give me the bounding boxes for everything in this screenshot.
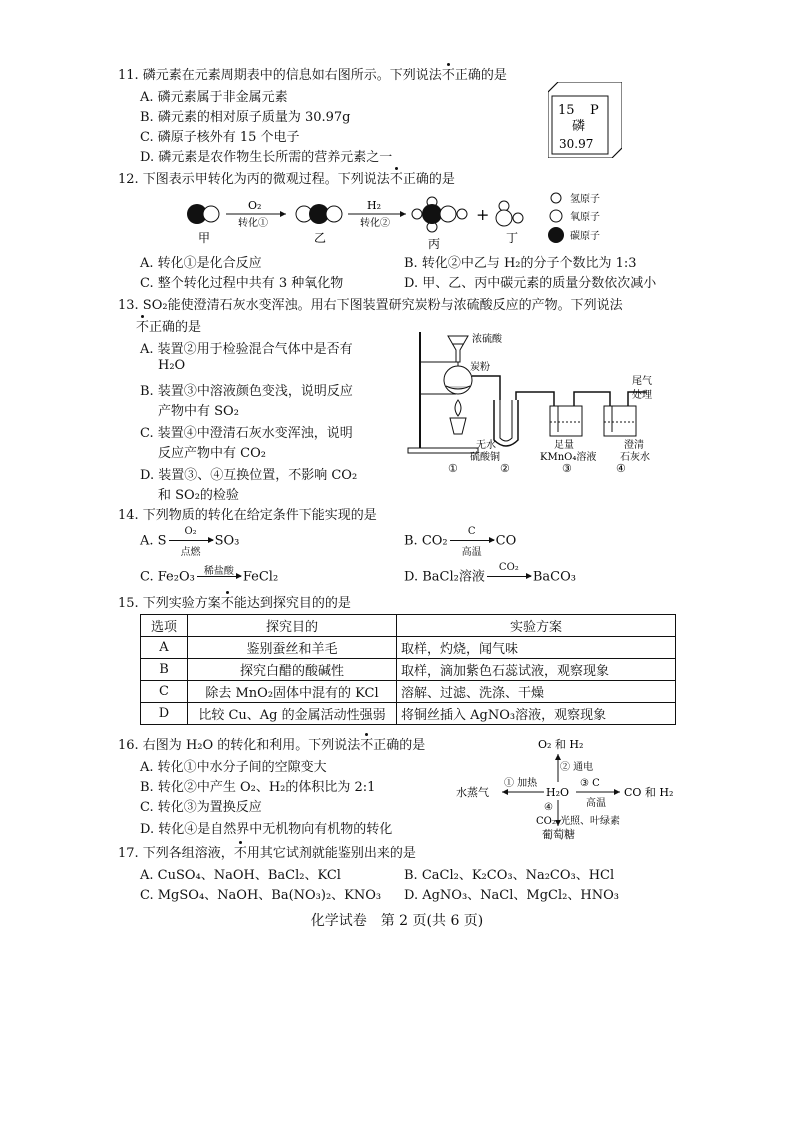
oxygen-atom <box>203 206 219 222</box>
product-o2-h2: O₂ 和 H₂ <box>538 738 584 751</box>
num-1: ① <box>448 462 458 474</box>
q15-stem: 15. 下列实验方案不能达到探究目的的是 <box>118 596 351 611</box>
q14-option-d: D. BaCl₂溶液 CO₂ BaCO₃ <box>404 562 576 585</box>
header-option: 选项 <box>141 615 188 637</box>
element-number: 15 <box>558 103 575 118</box>
label-ding: 丁 <box>506 231 519 245</box>
q12-option-c: C. 整个转化过程中共有 3 种氧化物 <box>140 276 344 291</box>
table-row: D 比较 Cu、Ag 的金属活动性强弱 将铜丝插入 AgNO₃溶液，观察现象 <box>141 703 676 725</box>
q12-option-d: D. 甲、乙、丙中碳元素的质量分数依次减小 <box>404 276 657 291</box>
label-bing: 丙 <box>428 237 441 251</box>
q17-option-d: D. AgNO₃、NaCl、MgCl₂、HNO₃ <box>404 888 619 903</box>
label-yi: 乙 <box>314 231 327 245</box>
q16-option-d: D. 转化④是自然界中无机物向有机物的转化 <box>140 822 393 837</box>
q16-option-a: A. 转化①中水分子间的空隙变大 <box>140 760 327 775</box>
q17-option-a: A. CuSO₄、NaOH、BaCl₂、KCl <box>140 868 341 883</box>
q12-legend <box>548 190 638 246</box>
cond-4-light: 光照、叶绿素 <box>560 816 620 827</box>
cond-2: ② 通电 <box>560 762 594 773</box>
q17-option-b: B. CaCl₂、K₂CO₃、Na₂CO₃、HCl <box>404 868 615 883</box>
num-4: ④ <box>616 462 626 474</box>
product-co-h2: CO 和 H₂ <box>624 786 674 799</box>
q17-option-c: C. MgSO₄、NaOH、Ba(NO₃)₂、KNO₃ <box>140 888 382 903</box>
legend-carbon: 碳原子 <box>570 231 600 242</box>
cond-4: ④ <box>544 802 553 813</box>
num-2: ② <box>500 462 510 474</box>
label-cuso4: 硫酸铜 <box>470 452 500 463</box>
q12-option-b: B. 转化②中乙与 H₂的分子个数比为 1:3 <box>404 256 637 271</box>
hydrogen-atom <box>457 209 467 219</box>
element-mass: 30.97 <box>559 137 594 151</box>
table-header-row <box>141 615 676 637</box>
label-conc-acid: 浓硫酸 <box>472 334 502 345</box>
product-vapor: 水蒸气 <box>456 786 489 799</box>
label-jia: 甲 <box>198 231 211 245</box>
q16-water-diagram <box>454 734 690 842</box>
q11-option-b: B. 磷元素的相对原子质量为 30.97g <box>140 110 351 125</box>
oxygen-atom <box>440 206 456 222</box>
legend-hydrogen: 氢原子 <box>570 194 600 205</box>
q15-table <box>140 614 676 725</box>
num-3: ③ <box>562 462 572 474</box>
q11-option-c: C. 磷原子核外有 15 个电子 <box>140 130 300 145</box>
q17-stem: 17. 下列各组溶液，不用其它试剂就能鉴别出来的是 <box>118 846 416 861</box>
reagent-o2: O₂ <box>248 199 262 212</box>
cond-3: ③ C <box>580 778 600 789</box>
q16-option-c: C. 转化③为置换反应 <box>140 800 262 815</box>
header-purpose: 探究目的 <box>188 615 397 637</box>
step-1-label: 转化① <box>238 218 268 229</box>
label-limewater: 石灰水 <box>620 452 650 463</box>
plus-sign: + <box>476 205 490 224</box>
q12-option-a: A. 转化①是化合反应 <box>140 256 262 271</box>
legend-oxygen: 氧原子 <box>570 212 600 223</box>
q16-option-b: B. 转化②中产生 O₂、H₂的体积比为 2:1 <box>140 780 376 795</box>
q14-option-b: B. CO₂ C 高温 CO <box>404 526 517 558</box>
step-2-label: 转化② <box>360 218 390 229</box>
label-tail-gas-2: 处理 <box>632 390 652 401</box>
label-carbon-powder: 炭粉 <box>470 362 490 373</box>
q13-option-b-line2: 产物中有 SO₂ <box>158 404 239 419</box>
table-row: A 鉴别蚕丝和羊毛 取样，灼烧，闻气味 <box>141 637 676 659</box>
q13-option-c-line2: 反应产物中有 CO₂ <box>158 446 266 461</box>
q13-stem-line1: 13. SO₂能使澄清石灰水变浑浊。用右下图装置研究炭粉与浓硫酸反应的产物。下列说法 <box>118 298 623 313</box>
q13-option-c-line1: C. 装置④中澄清石灰水变浑浊，说明 <box>140 426 353 441</box>
q13-option-d-line1: D. 装置③、④互换位置，不影响 CO₂ <box>140 468 358 483</box>
label-anhydrous: 无水 <box>476 440 496 451</box>
label-kmno4: KMnO₄溶液 <box>540 452 597 463</box>
q11-option-d: D. 磷元素是农作物生长所需的营养元素之一 <box>140 150 393 165</box>
cond-3-heat: 高温 <box>586 798 606 809</box>
carbon-atom <box>422 204 442 224</box>
q13-stem-line2: 不正确的是 <box>136 320 202 335</box>
cond-4-co2: CO₂ <box>536 816 556 827</box>
q13-option-a-line2: H₂O <box>158 358 186 373</box>
q13-option-a-line1: A. 装置②用于检验混合气体中是否有 <box>140 342 353 357</box>
oxygen-atom <box>326 206 342 222</box>
label-tail-gas-1: 尾气 <box>632 376 652 387</box>
element-symbol: P <box>590 103 599 118</box>
q14-option-a: A. S O₂ 点燃 SO₃ <box>140 526 240 558</box>
table-row: B 探究白醋的酸碱性 取样，滴加紫色石蕊试液，观察现象 <box>141 659 676 681</box>
q14-option-c: C. Fe₂O₃ 稀盐酸 FeCl₂ <box>140 566 279 585</box>
q12-stem: 12. 下图表示甲转化为丙的微观过程。下列说法不正确的是 <box>118 172 455 187</box>
q13-option-d-line2: 和 SO₂的检验 <box>158 488 239 503</box>
cond-1: ① 加热 <box>504 778 538 789</box>
header-plan: 实验方案 <box>397 615 676 637</box>
q16-stem: 16. 右图为 H₂O 的转化和利用。下列说法不正确的是 <box>118 738 426 753</box>
q13-option-b-line1: B. 装置③中溶液颜色变浅，说明反应 <box>140 384 353 399</box>
element-card <box>548 82 622 158</box>
q11-option-a: A. 磷元素属于非金属元素 <box>140 90 288 105</box>
reagent-h2: H₂ <box>367 199 382 212</box>
element-name: 磷 <box>572 119 586 134</box>
center-h2o: H₂O <box>546 786 570 799</box>
q13-apparatus <box>402 322 682 474</box>
table-row: C 除去 MnO₂固体中混有的 KCl 溶解、过滤、洗涤、干燥 <box>141 681 676 703</box>
q11-stem: 11. 磷元素在元素周期表中的信息如右图所示。下列说法不正确的是 <box>118 68 507 83</box>
label-clear: 澄清 <box>624 440 644 451</box>
page-footer: 化学试卷 第 2 页(共 6 页) <box>310 913 484 929</box>
product-glucose: 葡萄糖 <box>542 828 575 841</box>
label-sufficient: 足量 <box>554 440 574 451</box>
q14-stem: 14. 下列物质的转化在给定条件下能实现的是 <box>118 508 377 523</box>
